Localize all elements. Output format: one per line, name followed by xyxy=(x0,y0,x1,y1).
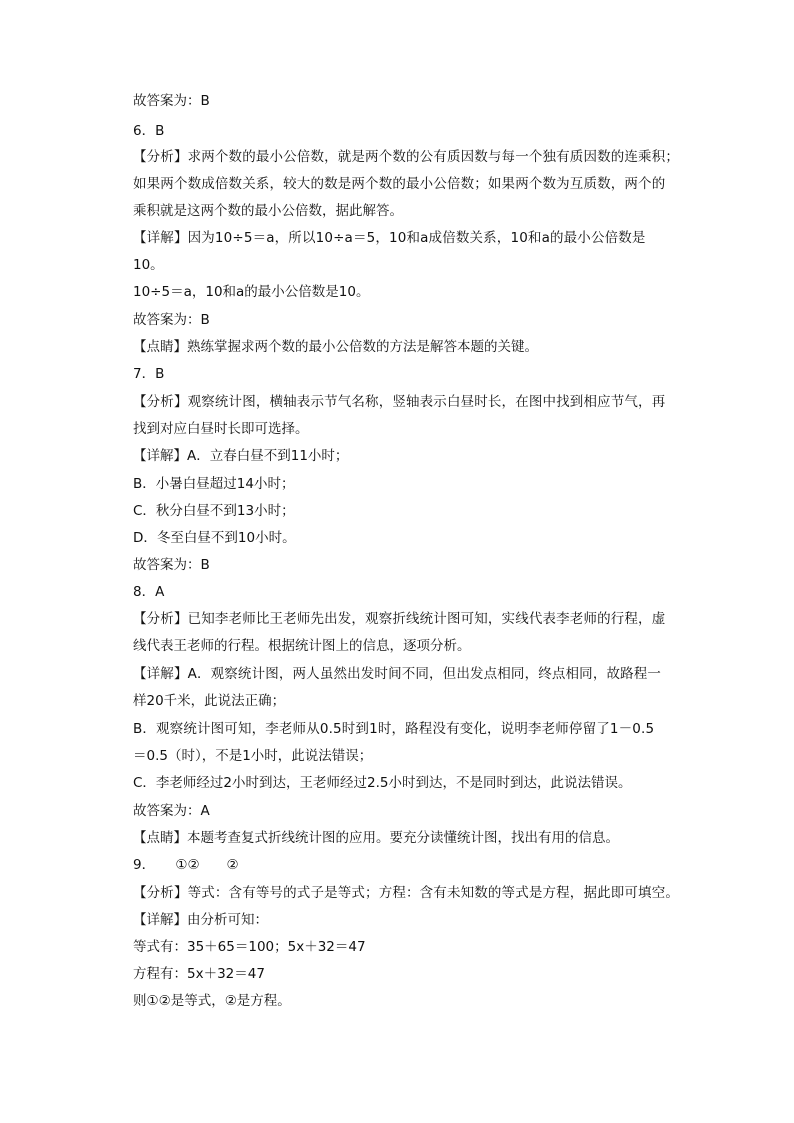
answer-line: 故答案为：B xyxy=(133,557,210,573)
detail-paragraph: D．冬至白昼不到10小时。 xyxy=(133,530,296,546)
detail-paragraph: ＝0.5（时），不是1小时，此说法错误； xyxy=(133,748,373,764)
question-number: 9． ①② ② xyxy=(133,857,239,873)
detail-paragraph: B．小暑白昼超过14小时； xyxy=(133,476,295,492)
detail-paragraph: 则①②是等式，②是方程。 xyxy=(133,993,291,1009)
analysis-paragraph: 线代表王老师的行程。根据统计图上的信息，逐项分析。 xyxy=(133,638,471,654)
detail-paragraph: 【详解】由分析可知： xyxy=(133,912,268,928)
analysis-paragraph: 【分析】求两个数的最小公倍数，就是两个数的公有质因数与每一个独有质因数的连乘积； xyxy=(133,149,679,165)
detail-paragraph: 方程有：5x＋32＝47 xyxy=(133,966,265,982)
detail-paragraph: C．李老师经过2小时到达，王老师经过2.5小时到达，不是同时到达，此说法错误。 xyxy=(133,775,632,791)
analysis-paragraph: 乘积就是这两个数的最小公倍数，据此解答。 xyxy=(133,203,403,219)
analysis-paragraph: 【分析】已知李老师比王老师先出发，观察折线统计图可知，实线代表李老师的行程，虚 xyxy=(133,611,666,627)
detail-paragraph: 样20千米，此说法正确； xyxy=(133,693,286,709)
question-number: 6．B xyxy=(133,123,165,139)
question-number: 8．A xyxy=(133,584,165,600)
analysis-paragraph: 如果两个数成倍数关系，较大的数是两个数的最小公倍数；如果两个数为互质数，两个的 xyxy=(133,176,666,192)
answer-line: 故答案为：B xyxy=(133,93,210,109)
question-number: 7．B xyxy=(133,366,165,382)
analysis-paragraph: 【分析】等式：含有等号的式子是等式；方程：含有未知数的等式是方程，据此即可填空。 xyxy=(133,885,679,901)
detail-paragraph: 【详解】A．观察统计图，两人虽然出发时间不同，但出发点相同，终点相同，故路程一 xyxy=(133,666,662,682)
key-point-paragraph: 【点睛】熟练掌握求两个数的最小公倍数的方法是解答本题的关键。 xyxy=(133,339,538,355)
detail-paragraph: B．观察统计图可知，李老师从0.5时到1时，路程没有变化，说明李老师停留了1－0.5 xyxy=(133,721,655,737)
key-point-paragraph: 【点睛】本题考查复式折线统计图的应用。要充分读懂统计图，找出有用的信息。 xyxy=(133,830,619,846)
answer-line: 故答案为：B xyxy=(133,312,210,328)
detail-paragraph: 10。 xyxy=(133,257,164,273)
detail-paragraph: 【详解】因为10÷5＝a，所以10÷a＝5，10和a成倍数关系，10和a的最小公倍数是 xyxy=(133,230,646,246)
detail-paragraph: 【详解】A．立春白昼不到11小时； xyxy=(133,448,349,464)
detail-paragraph: 等式有：35＋65＝100；5x＋32＝47 xyxy=(133,939,366,955)
detail-paragraph: 10÷5＝a，10和a的最小公倍数是10。 xyxy=(133,284,370,300)
detail-paragraph: C．秋分白昼不到13小时； xyxy=(133,503,295,519)
analysis-paragraph: 找到对应白昼时长即可选择。 xyxy=(133,421,309,437)
answer-line: 故答案为：A xyxy=(133,803,210,819)
analysis-paragraph: 【分析】观察统计图，横轴表示节气名称，竖轴表示白昼时长，在图中找到相应节气，再 xyxy=(133,394,666,410)
